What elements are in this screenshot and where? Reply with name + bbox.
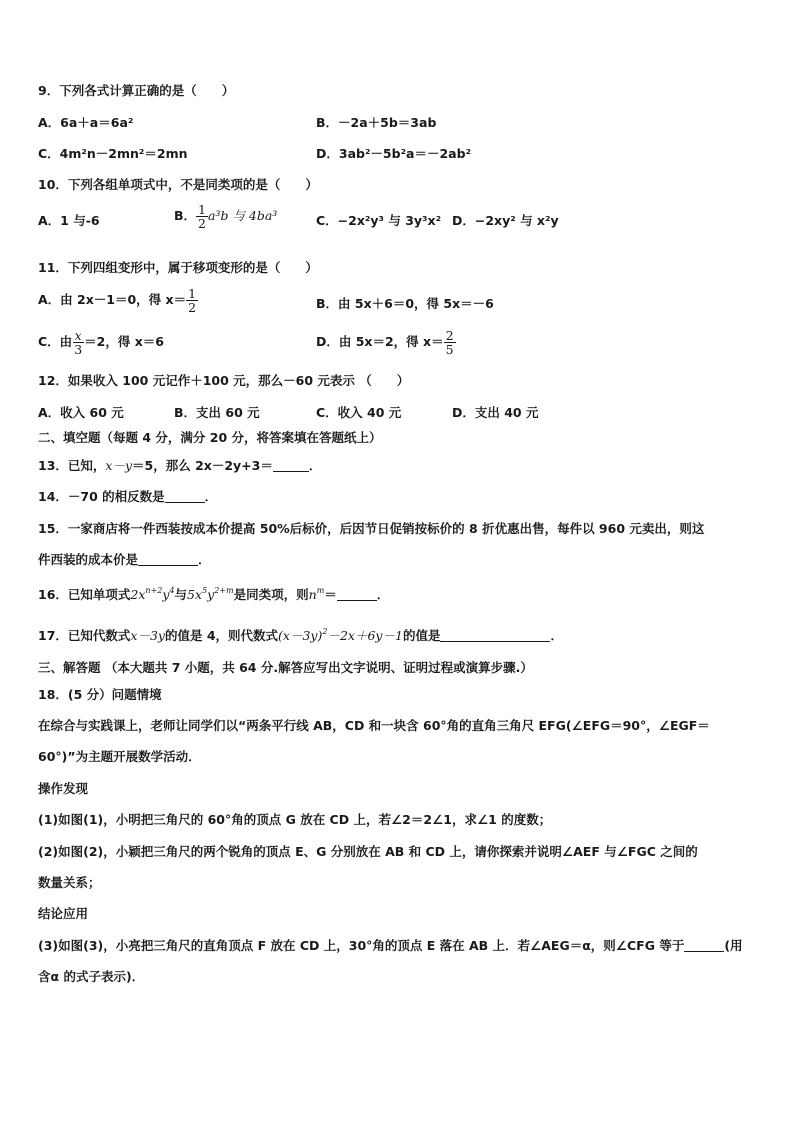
question-15-line-2	[38, 551, 211, 569]
option-text: ＝2，得 x＝6	[84, 334, 164, 349]
denominator: 3	[74, 342, 83, 357]
question-10-option-d: D．−2xy² 与 x²y	[452, 213, 559, 228]
term: y	[207, 587, 215, 602]
question-9-option-b: B．－2a＋5b＝3ab	[316, 115, 437, 130]
monomial-2	[187, 587, 234, 602]
answer-blank	[165, 490, 205, 503]
question-10-option-b	[174, 203, 277, 230]
text: ．	[308, 458, 322, 473]
question-18-part-3	[38, 937, 743, 955]
text: ．	[198, 552, 211, 567]
question-12-option-d: D．支出 40 元	[452, 405, 539, 420]
question-18-heading: 18．(5 分）问题情境	[38, 687, 162, 702]
numerator: 1	[188, 286, 197, 301]
question-11-option-b: B．由 5x＋6＝0，得 5x＝－6	[316, 296, 494, 311]
question-14	[38, 488, 217, 506]
text: 的值是 4，则代数式	[164, 628, 279, 643]
option-text: D．由 5x＝2，得 x＝	[316, 334, 444, 349]
question-17	[38, 627, 563, 645]
fraction	[444, 329, 456, 356]
option-text: A．由 2x－1＝0，得 x＝	[38, 292, 187, 307]
answer-blank	[273, 459, 309, 472]
denominator: 5	[445, 342, 454, 357]
monomial-1	[130, 587, 174, 602]
text: (用	[724, 938, 743, 953]
text: ．	[376, 587, 390, 602]
term: 5x	[187, 587, 203, 602]
answer-blank	[337, 588, 377, 601]
text: 的值是	[402, 628, 441, 643]
text: 17．已知代数式	[38, 628, 131, 643]
exponent: 2+m	[214, 586, 234, 595]
answer-blank	[440, 629, 550, 642]
text: ．	[550, 628, 563, 643]
fraction	[186, 287, 198, 314]
question-18-subheading-1: 操作发现	[38, 781, 89, 796]
question-12-option-a: A．收入 60 元	[38, 405, 124, 420]
question-13	[38, 457, 321, 475]
fraction	[196, 203, 208, 230]
exponent: n+2	[145, 586, 163, 595]
question-18-part-1: (1)如图(1)，小明把三角尺的 60°角的顶点 G 放在 CD 上，若∠2＝2∠1，求∠1 的度数；	[38, 812, 552, 827]
term: n	[308, 587, 317, 602]
question-9-stem: 9．下列各式计算正确的是（ ）	[38, 83, 235, 98]
section-2-heading: 二、填空题（每题 4 分，满分 20 分，将答案填在答题纸上）	[38, 430, 382, 445]
question-12-option-c: C．收入 40 元	[316, 405, 402, 420]
exponent: m	[316, 586, 325, 595]
question-16	[38, 586, 389, 604]
text: 件西装的成本价是	[38, 552, 139, 567]
question-9-option-c: C．4m²n－2mn²＝2mn	[38, 146, 188, 161]
question-12-stem: 12．如果收入 100 元记作＋100 元，那么－60 元表示 （ ）	[38, 373, 410, 388]
question-15-line-1: 15．一家商店将一件西装按成本价提高 50%后标价，后因节日促销按标价的 8 折优惠出售，每件以 960 元卖出，则这	[38, 521, 705, 536]
question-18-paragraph-1b: 60°)”为主题开展数学活动．	[38, 749, 201, 764]
question-18-part-3b: 含α 的式子表示)．	[38, 969, 145, 984]
answer-blank	[138, 553, 198, 566]
question-11-option-c	[38, 329, 164, 356]
numerator: 1	[198, 202, 206, 217]
expression: (x－3y)	[278, 628, 323, 643]
term: 2x	[130, 587, 146, 602]
question-11-option-d	[316, 329, 456, 356]
denominator: 2	[188, 300, 197, 315]
numerator: x	[74, 328, 82, 343]
question-9-option-a: A．6a＋a＝6a²	[38, 115, 134, 130]
text: 14．－70 的相反数是	[38, 489, 165, 504]
fraction	[72, 329, 84, 356]
expression: x－y	[105, 458, 133, 473]
question-18-subheading-2: 结论应用	[38, 906, 89, 921]
question-12-option-b: B．支出 60 元	[174, 405, 260, 420]
text: 与	[174, 587, 188, 602]
question-10-option-c: C．−2x²y³ 与 3y³x²	[316, 213, 442, 228]
text: 是同类项，则	[233, 587, 309, 602]
text: ．	[204, 489, 218, 504]
option-label: B．	[174, 208, 197, 223]
numerator: 2	[445, 328, 454, 343]
power-expression	[309, 587, 325, 602]
answer-blank	[684, 939, 724, 952]
expression: x－3y	[130, 628, 165, 643]
exponent: 5	[202, 586, 208, 595]
question-10-option-a: A．1 与-6	[38, 213, 100, 228]
text: ＝	[324, 587, 337, 602]
question-18-part-2: (2)如图(2)，小颖把三角尺的两个锐角的顶点 E、G 分别放在 AB 和 CD 上，请你探索并说明∠AEF 与∠FGC 之间的	[38, 844, 698, 859]
exponent: 2	[322, 627, 328, 636]
question-18-paragraph-1: 在综合与实践课上，老师让同学们以“两条平行线 AB，CD 和一块含 60°角的直角三角尺 EFG(∠EFG＝90°，∠EGF＝	[38, 718, 710, 733]
question-11-option-a	[38, 287, 198, 314]
expression: a³b 与 4ba³	[207, 208, 278, 223]
exponent: 4	[169, 586, 175, 595]
question-18-part-2b: 数量关系；	[38, 875, 101, 890]
section-3-heading: 三、解答题 （本大题共 7 小题，共 64 分.解答应写出文字说明、证明过程或演算步骤.）	[38, 660, 533, 675]
text: (3)如图(3)，小亮把三角尺的直角顶点 F 放在 CD 上，30°角的顶点 E 落在 AB 上．若∠AEG＝α，则∠CFG 等于	[38, 938, 685, 953]
option-text: C．由	[38, 334, 73, 349]
question-9-option-d: D．3ab²－5b²a＝－2ab²	[316, 146, 472, 161]
question-10-stem: 10．下列各组单项式中，不是同类项的是（ ）	[38, 177, 318, 192]
text: ＝5，那么 2x－2y+3＝	[132, 458, 273, 473]
term: y	[162, 587, 170, 602]
text: 13．已知，	[38, 458, 106, 473]
text: 16．已知单项式	[38, 587, 131, 602]
question-11-stem: 11．下列四组变形中，属于移项变形的是（ ）	[38, 260, 318, 275]
denominator: 2	[198, 216, 206, 231]
expression: －2x＋6y－1	[327, 628, 403, 643]
